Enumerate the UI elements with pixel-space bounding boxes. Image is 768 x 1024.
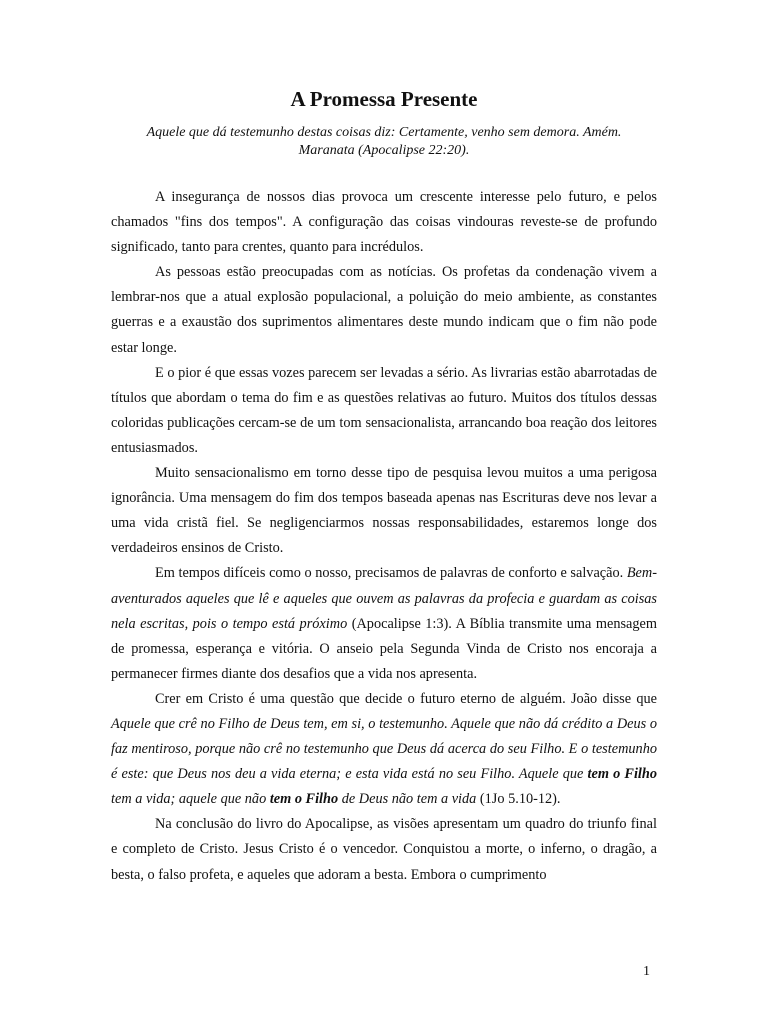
epigraph: Aquele que dá testemunho destas coisas diz: Certamente, venho sem demora. Amém. Maranata (Apocalipse 22:20).: [146, 125, 622, 158]
paragraph-text: (Apocalipse 1:3). A Bíblia transmite uma mensagem de promessa, esperança e vitória. O anseio pela Segunda Vinda de Cristo nos encoraja a permanecer firmes diante dos desafios que a vida nos apresenta.: [111, 615, 657, 682]
document-title: A Promessa Presente: [290, 87, 478, 111]
paragraph: As pessoas estão preocupadas com as notícias. Os profetas da condenação vivem a lembrar-nos que a atual explosão populacional, a poluição do meio ambiente, as constantes guerras e a exaustão dos suprimentos alimentares deste mundo indicam que o fim não pode estar longe.: [111, 264, 657, 356]
paragraph: Muito sensacionalismo em torno desse tipo de pesquisa levou muitos a uma perigosa ignorância. Uma mensagem do fim dos tempos baseada apenas nas Escrituras deve nos levar a uma vida cristã fiel. Se negligenciarmos nossas responsabilidades, estaremos longe dos verdadeiros ensinos de Cristo.: [111, 465, 657, 557]
paragraph: E o pior é que essas vozes parecem ser levadas a sério. As livrarias estão abarrotadas de títulos que abordam o tema do fim e as questões relativas ao futuro. Muitos dos títulos dessas coloridas publicações cercam-se de um tom sensacionalista, arrancando boa reação dos leitores entusiasmados.: [111, 364, 657, 456]
scripture-reference: (1Jo 5.10-12).: [476, 791, 561, 808]
paragraph: [111, 687, 657, 812]
paragraph: [111, 561, 657, 686]
scripture-quote: Bem-aventurados aqueles que lê e aqueles que ouvem as palavras da profecia e guardam as coisas nela escritas, pois o tempo está próximo: [111, 565, 657, 632]
emphasis-text: tem o Filho: [587, 766, 657, 783]
paragraph: Na conclusão do livro do Apocalipse, as visões apresentam um quadro do triunfo final e completo de Cristo. Jesus Cristo é o vencedor. Conquistou a morte, o inferno, o dragão, a besta, o falso profeta, e aqueles que adoram a besta. Embora o cumprimento: [111, 816, 657, 883]
scripture-quote: Aquele que crê no Filho de Deus tem, em si, o testemunho. Aquele que não dá crédito a Deus o faz mentiroso, porque não crê no testemunho que Deus dá acerca do seu Filho. E o testemunho é este: que Deus nos deu a vida eterna; e esta vida está no seu Filho. Aquele que: [111, 715, 657, 783]
paragraph-text: Crer em Cristo é uma questão que decide o futuro eterno de alguém. João disse que: [155, 690, 657, 707]
scripture-quote: tem a vida; aquele que não: [111, 791, 270, 808]
emphasis-text: tem o Filho: [269, 791, 339, 808]
paragraph-text: Em tempos difíceis como o nosso, precisamos de palavras de conforto e salvação.: [155, 565, 627, 582]
document-body: [111, 185, 657, 888]
page-number: 1: [643, 964, 650, 979]
paragraph: A insegurança de nossos dias provoca um crescente interesse pelo futuro, e pelos chamados "fins dos tempos". A configuração das coisas vindouras reveste-se de profundo significado, tanto para crentes, quanto para incrédulos.: [111, 189, 657, 256]
scripture-quote: de Deus não tem a vida: [338, 791, 477, 808]
